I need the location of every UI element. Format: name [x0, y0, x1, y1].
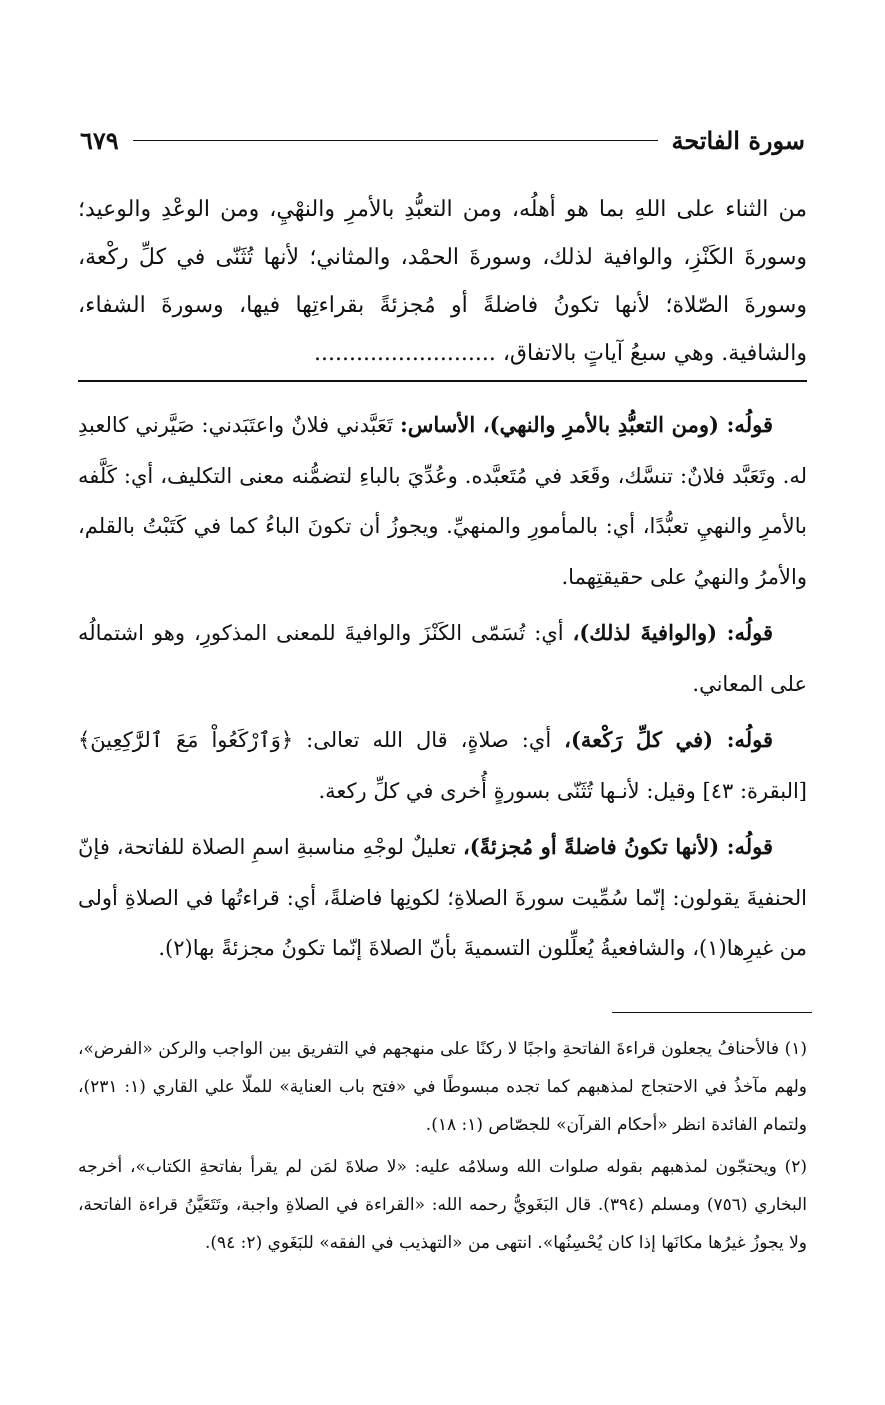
- commentary-paragraph: [78, 400, 807, 602]
- commentary-paragraph: [78, 715, 807, 816]
- commentary-text: أي: صلاةٍ، قال الله تعالى: ﴿وَٱرْكَعُواْ مَعَ ٱلرَّٰكِعِينَ﴾ [البقرة: ٤٣] وقيل: لأنـها تُثَنّى بسورةٍ أُخرى في كلِّ ركعة.: [78, 728, 807, 803]
- commentary-paragraph: [78, 608, 807, 709]
- footnote: (١) فالأحنافُ يجعلون قراءةَ الفاتحةِ واجبًا لا ركنًا على منهجهم في التفريق بين الواجب والركن «الفرض»، ولهم مآخذُ في الاحتجاج لمذهبهم كما تجده مبسوطًا في «فتح باب العناية» للملّا علي القاري (١: ٢٣١)، ولتمام الفائدة انظر «أحكام القرآن» للجصّاص (١: ١٨).: [78, 1039, 807, 1135]
- running-header: [80, 120, 805, 160]
- chapter-title: سورة الفاتحة: [671, 125, 805, 155]
- commentary-lead: قولُه: (ومن التعبُّدِ بالأمرِ والنهي)، الأساس:: [399, 412, 773, 437]
- footnote: (٢) ويحتجّون لمذهبهم بقوله صلوات الله وسلامُه عليه: «لا صلاةَ لمَن لم يقرأ بفاتحةِ الكتاب»، أخرجه البخاري (٧٥٦) ومسلم (٣٩٤). قال البَغَويُّ رحمه الله: «القراءة في الصلاةِ واجبة، وتَتَعَيَّنُ قراءة الفاتحة، ولا يجوزُ غيرُها مكانَها إذا كان يُحْسِنُها». انتهى من «التهذيب في الفقه» للبَغَوي (٢: ٩٤).: [78, 1157, 807, 1253]
- commentary-text: أي: تُسَمّى الكَنْزَ والوافيةَ للمعنى المذكورِ، وهو اشتمالُه على المعاني.: [78, 621, 807, 696]
- commentary-text: تَعَبَّدني فلانٌ واعتَبَدني: صَيَّرني كالعبدِ له. وتَعَبَّد فلانٌ: تنسَّك، وقَعَد في مُتَعبَّده. وعُدِّيَ بالباءِ لتضمُّنه معنى التكليف، أي: كَلَّفه بالأمرِ والنهيِ تعبُّدًا، أي: بالمأمورِ والمنهيِّ. ويجوزُ أن تكونَ الباءُ كما في كَتَبْتُ بالقلم، والأمرُ والنهيُ على حقيقتِهما.: [78, 413, 807, 589]
- commentary-paragraph: [78, 822, 807, 974]
- commentary-lead: قولُه: (في كلِّ رَكْعة)،: [564, 727, 773, 752]
- commentary: [78, 400, 807, 980]
- main-text: من الثناء على اللهِ بما هو أهلُه، ومن التعبُّدِ بالأمرِ والنهْيِ، ومن الوعْدِ والوعيد؛ وسورةَ الكَنْزِ، والوافية لذلك، وسورةَ الحمْد، والمثاني؛ لأنها تُثَنّى في كلِّ ركْعة، وسورةَ الصّلاة؛ لأنها تكونُ فاضلةً أو مُجزئةً بقراءتِها فيها، وسورةَ الشفاء، والشافية. وهي سبعُ آياتٍ بالاتفاق، ..........................: [78, 197, 807, 366]
- header-divider: [133, 140, 658, 141]
- main-text-divider: [78, 380, 807, 382]
- commentary-lead: قولُه: (لأنها تكونُ فاضلةً أو مُجزئةً)،: [462, 834, 773, 859]
- page-number: ٦٧٩: [80, 125, 119, 155]
- commentary-text: تعليلٌ لوجْهِ مناسبةِ اسمِ الصلاة للفاتحة، فإنّ الحنفيةَ يقولون: إنّما سُمِّيت سورةَ الصلاةِ؛ لكونِها فاضلةً، أي: قراءتُها في الصلاةِ أولى من غيرِها(١)، والشافعيةُ يُعلِّلون التسميةَ بأنّ الصلاةَ إنّما تكونُ مجزئةً بها(٢).: [78, 835, 807, 960]
- footnote-divider: [612, 1012, 812, 1013]
- commentary-lead: قولُه: (والوافيةَ لذلك)،: [572, 620, 773, 645]
- footnotes: [78, 1030, 807, 1266]
